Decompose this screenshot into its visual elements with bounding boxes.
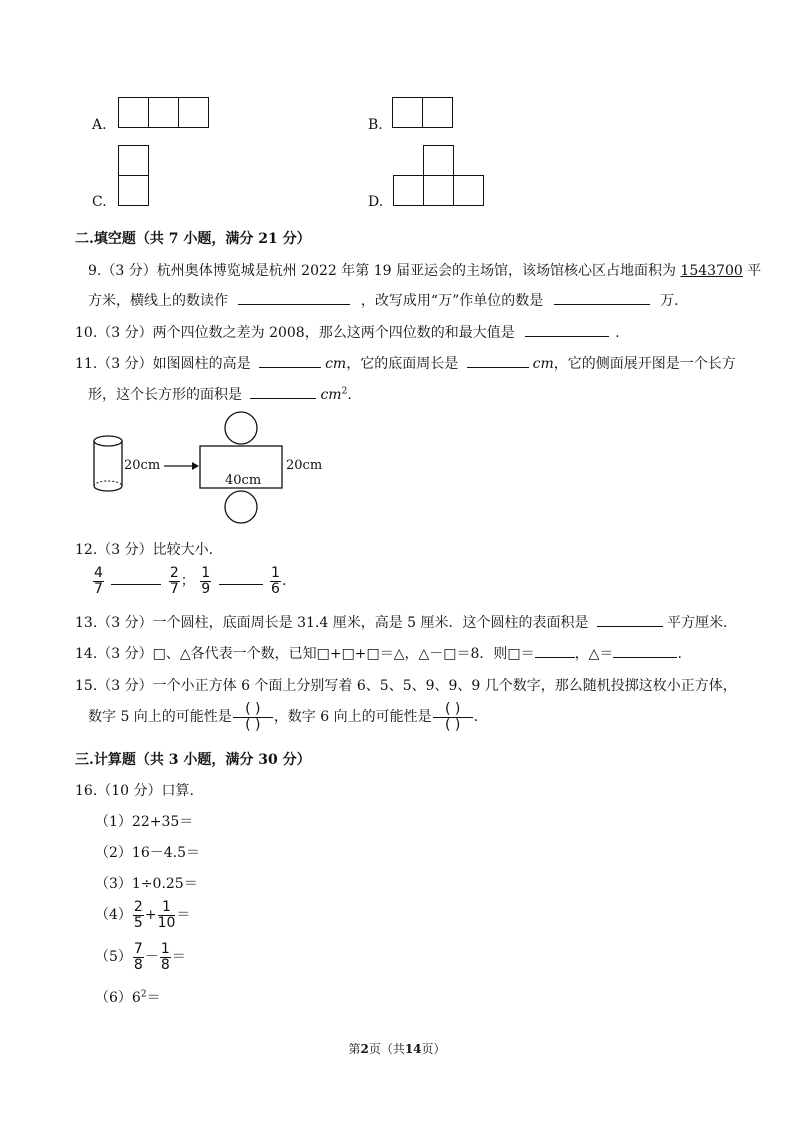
fig-rect-width: 40cm (225, 473, 262, 488)
section3-title: 三.计算题（共 3 小题，满分 30 分） (75, 752, 311, 768)
q12-blank-1[interactable] (111, 580, 161, 585)
bottom-circle (225, 491, 257, 523)
q11-blank-area[interactable] (250, 384, 316, 399)
fig-cylinder-height: 20cm (124, 458, 161, 473)
q16-p5: （5） $\frac{7}{8}$ － $\frac{1}{8}$ ＝ (95, 941, 186, 973)
q10: 10.（3 分）两个四位数之差为 2008，那么这两个四位数的和最大值是 . (75, 322, 620, 342)
q14: 14.（3 分）□、△各代表一个数，已知□+□+□＝△，△－□＝8．则□＝ ，△＝ . (75, 643, 682, 663)
q11-blank-circumference[interactable] (467, 353, 529, 368)
q15-line1: 15.（3 分）一个小正方体 6 个面上分别写着 6、5、5、9、9、9 几个数字，那么随机投掷这枚小正方体， (75, 678, 737, 694)
q12-comparison: $\frac{4}{7}$ $\frac{2}{7}$ ； $\frac{1}{9}$ $\frac{1}{6}$ . (94, 565, 287, 597)
q16-p1: （1）22+35＝ (95, 814, 194, 830)
q11-blank-height[interactable] (259, 353, 321, 368)
q14-blank-triangle[interactable] (613, 643, 677, 658)
q15-line2: 数字 5 向上的可能性是 $\frac{( )}{( )}$ ，数字 6 向上的可能性是 $\frac{( )}{( )}$ . (88, 701, 479, 733)
q16: 16.（10 分）口算. (75, 783, 194, 799)
choice-a-label: A. (92, 117, 107, 133)
q11-line2: 形，这个长方形的面积是 $cm^2$. (88, 384, 352, 404)
q16-p3: （3）1÷0.25＝ (95, 876, 198, 892)
choice-c-label: C. (92, 194, 107, 210)
fig-rect-height: 20cm (286, 458, 323, 473)
q10-blank[interactable] (525, 322, 609, 337)
top-circle (225, 412, 257, 444)
section2-title: 二.填空题（共 7 小题，满分 21 分） (75, 231, 311, 247)
q12-blank-2[interactable] (219, 580, 263, 585)
q9-blank-wan[interactable] (554, 290, 650, 305)
cylinder-shape (94, 436, 122, 491)
q9-blank-reading[interactable] (238, 290, 350, 305)
q9-line2: 方米，横线上的数读作 ，改写成用“万”作单位的数是 万. (88, 290, 679, 310)
q11-line1: 11.（3 分）如图圆柱的高是 cm，它的底面周长是 cm，它的侧面展开图是一个长方 (75, 353, 736, 373)
q14-blank-square[interactable] (535, 643, 575, 658)
q12: 12.（3 分）比较大小. (75, 542, 214, 558)
q15-fraction-6[interactable]: $\frac{( )}{( )}$ (433, 702, 473, 732)
q16-p2: （2）16－4.5＝ (95, 845, 200, 861)
q13-blank[interactable] (597, 612, 663, 627)
arrow-icon (164, 462, 199, 470)
q13: 13.（3 分）一个圆柱，底面周长是 31.4 厘米，高是 5 厘米．这个圆柱的表面积是 平方厘米. (75, 612, 727, 632)
choice-d-label: D. (368, 194, 384, 210)
q16-p6: $(6)6^2=$ (95, 989, 161, 1006)
q16-p4: （4） $\frac{2}{5}$ + $\frac{1}{10}$ ＝ (95, 899, 191, 931)
q9-line1: 9.（3 分）杭州奥体博览城是杭州 2022 年第 19 届亚运会的主场馆，该场馆核心区占地面积为 1543700 平 (88, 263, 762, 279)
choice-b-label: B. (368, 117, 383, 133)
q15-fraction-5[interactable]: $\frac{( )}{( )}$ (233, 702, 273, 732)
page-footer: 第2页（共14页） (348, 1042, 446, 1056)
